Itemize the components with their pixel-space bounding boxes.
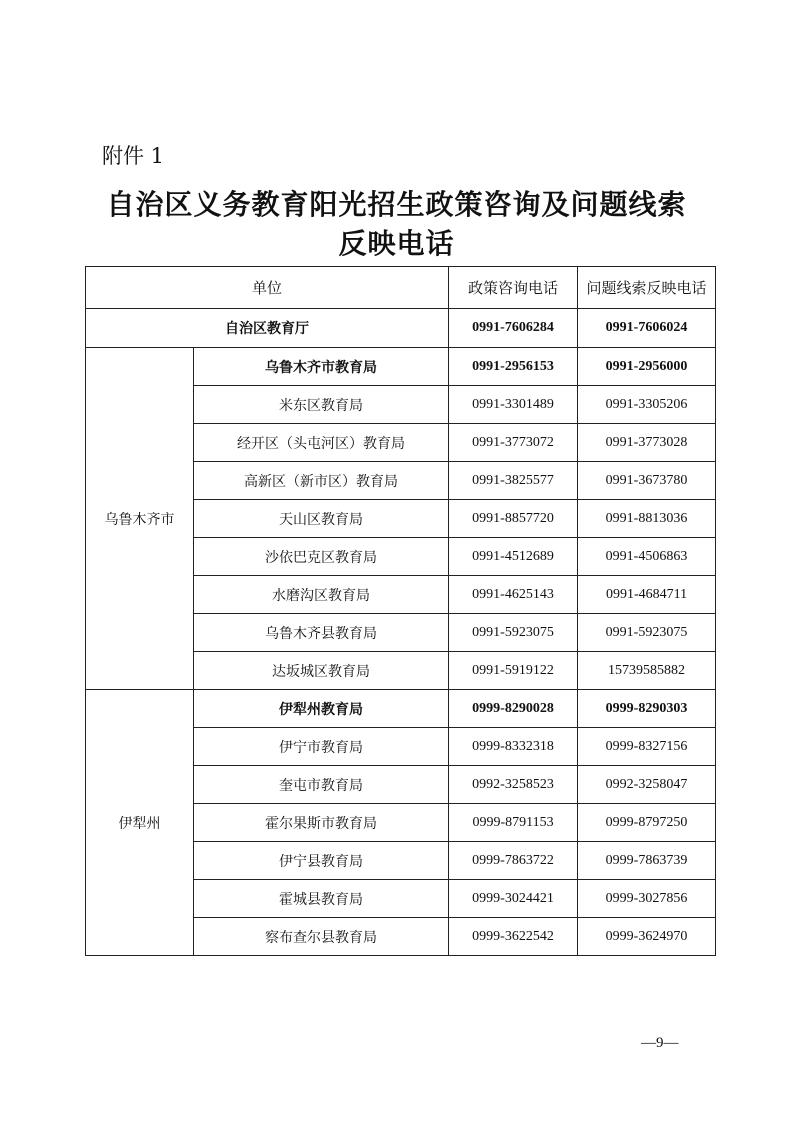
unit-name: 自治区教育厅 <box>86 309 449 348</box>
report-phone: 0991-7606024 <box>578 309 716 348</box>
unit-name: 经开区（头屯河区）教育局 <box>194 424 449 462</box>
region-name: 乌鲁木齐市 <box>86 348 194 690</box>
unit-name: 达坂城区教育局 <box>194 652 449 690</box>
report-phone: 0991-3305206 <box>578 386 716 424</box>
region-name: 伊犁州 <box>86 690 194 956</box>
report-phone: 0999-3624970 <box>578 918 716 956</box>
page-number: —9— <box>641 1035 679 1051</box>
policy-phone: 0991-4625143 <box>449 576 578 614</box>
policy-phone: 0999-3622542 <box>449 918 578 956</box>
policy-phone: 0991-4512689 <box>449 538 578 576</box>
unit-name: 奎屯市教育局 <box>194 766 449 804</box>
report-phone: 0999-8797250 <box>578 804 716 842</box>
policy-phone: 0991-8857720 <box>449 500 578 538</box>
unit-name: 沙依巴克区教育局 <box>194 538 449 576</box>
unit-name: 乌鲁木齐县教育局 <box>194 614 449 652</box>
policy-phone: 0999-8332318 <box>449 728 578 766</box>
header-report-phone: 问题线索反映电话 <box>578 267 716 309</box>
report-phone: 0991-2956000 <box>578 348 716 386</box>
unit-name: 天山区教育局 <box>194 500 449 538</box>
policy-phone: 0999-7863722 <box>449 842 578 880</box>
report-phone: 0991-8813036 <box>578 500 716 538</box>
policy-phone: 0991-3773072 <box>449 424 578 462</box>
phone-directory-table <box>85 266 716 956</box>
report-phone: 0999-8290303 <box>578 690 716 728</box>
unit-name: 伊犁州教育局 <box>194 690 449 728</box>
document-title-line1: 自治区义务教育阳光招生政策咨询及问题线索 <box>106 188 687 221</box>
policy-phone: 0991-2956153 <box>449 348 578 386</box>
report-phone: 0991-4506863 <box>578 538 716 576</box>
document-title-line2: 反映电话 <box>338 227 455 260</box>
report-phone: 0991-3773028 <box>578 424 716 462</box>
unit-name: 伊宁县教育局 <box>194 842 449 880</box>
policy-phone: 0999-3024421 <box>449 880 578 918</box>
unit-name: 高新区（新市区）教育局 <box>194 462 449 500</box>
policy-phone: 0991-5919122 <box>449 652 578 690</box>
report-phone: 0999-7863739 <box>578 842 716 880</box>
policy-phone: 0999-8791153 <box>449 804 578 842</box>
policy-phone: 0991-5923075 <box>449 614 578 652</box>
policy-phone: 0991-3825577 <box>449 462 578 500</box>
unit-name: 伊宁市教育局 <box>194 728 449 766</box>
unit-name: 水磨沟区教育局 <box>194 576 449 614</box>
report-phone: 0991-5923075 <box>578 614 716 652</box>
table-row-regional-office <box>86 309 716 348</box>
unit-name: 乌鲁木齐市教育局 <box>194 348 449 386</box>
report-phone: 0992-3258047 <box>578 766 716 804</box>
policy-phone: 0992-3258523 <box>449 766 578 804</box>
header-policy-phone: 政策咨询电话 <box>449 267 578 309</box>
policy-phone: 0991-7606284 <box>449 309 578 348</box>
unit-name: 霍尔果斯市教育局 <box>194 804 449 842</box>
table-header-row <box>86 267 716 309</box>
table-row <box>86 690 716 728</box>
table-row <box>86 348 716 386</box>
attachment-label: 附件 1 <box>102 144 165 168</box>
report-phone: 0991-3673780 <box>578 462 716 500</box>
unit-name: 米东区教育局 <box>194 386 449 424</box>
report-phone: 0999-8327156 <box>578 728 716 766</box>
report-phone: 15739585882 <box>578 652 716 690</box>
unit-name: 察布查尔县教育局 <box>194 918 449 956</box>
policy-phone: 0991-3301489 <box>449 386 578 424</box>
report-phone: 0999-3027856 <box>578 880 716 918</box>
header-unit: 单位 <box>86 267 449 309</box>
policy-phone: 0999-8290028 <box>449 690 578 728</box>
report-phone: 0991-4684711 <box>578 576 716 614</box>
unit-name: 霍城县教育局 <box>194 880 449 918</box>
